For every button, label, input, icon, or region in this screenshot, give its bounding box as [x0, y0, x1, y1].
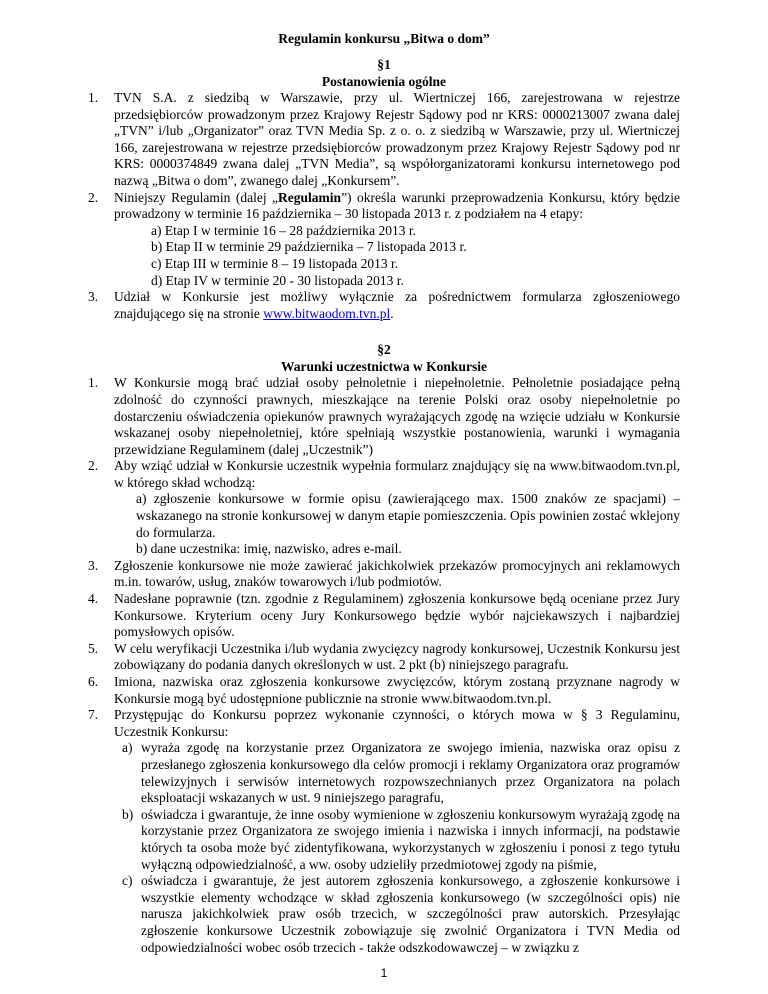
stage-item: [88, 273, 680, 290]
s2-paragraph-1: [88, 375, 680, 458]
s1-p3-text: Udział w Konkursie jest możliwy wyłącznie za pośrednictwem formularza zgłoszeniowego znajdującego się na stronie: [114, 289, 680, 321]
stage-label: b): [151, 239, 163, 255]
consent-label: c): [122, 873, 133, 889]
s1-paragraph-1: [88, 90, 680, 190]
stage-label: a): [151, 222, 162, 238]
s2-p5-number: 5.: [88, 640, 99, 656]
s2-p3-number: 3.: [88, 557, 99, 573]
consent-item: [88, 807, 680, 873]
s2-paragraph-2: [88, 458, 680, 491]
section-1-title: Postanowienia ogólne: [321, 73, 447, 89]
s2-p2a-text: a) zgłoszenie konkursowe w formie opisu (zawierającego max. 1500 znaków ze spacjami) – wskazanego na stronie konkursowej w danym etapie pomieszczenia. Opis powinien zostać wklejony do formularza.: [136, 491, 680, 540]
s2-p2-number: 2.: [88, 458, 99, 474]
consent-text: oświadcza i gwarantuje, że inne osoby wymienione w zgłoszeniu konkursowym wyrażają zgodę na korzystanie przez Organizatora ze swojego imienia i nazwiska i innych informacji, na podstawie których ta osoba może być zidentyfikowana, wykorzystanych w zgłoszeniu i ponosi z tego tytułu wyłączną odpowiedzialność, a ww. osoby udzieliły przedmiotowej zgody na piśmie,: [141, 806, 680, 872]
stage-text: Etap I w terminie 16 – 28 października 2013 r.: [164, 222, 417, 238]
consent-label: b): [122, 806, 134, 822]
stage-text: Etap III w terminie 8 – 19 listopada 2013 r.: [164, 255, 399, 271]
section-2-title: Warunki uczestnictwa w Konkursie: [281, 358, 487, 374]
s2-p6-number: 6.: [88, 674, 99, 689]
s2-paragraph-3: [88, 558, 680, 591]
s2-p2b-text: b) dane uczestnika: imię, nazwisko, adres e-mail.: [136, 541, 402, 557]
page-number: 1: [380, 966, 388, 980]
s2-p7-number: 7.: [88, 707, 99, 723]
s2-p3-text: Zgłoszenie konkursowe nie może zawierać jakichkolwiek przekazów promocyjnych ani reklamowych m.in. towarów, usług, znaków towarowych i/lub podmiotów.: [114, 557, 680, 590]
s2-p4-number: 4.: [88, 591, 99, 607]
document-title: Regulamin konkursu „Bitwa o dom”: [278, 31, 490, 46]
s2-p2-subitem-a: [88, 491, 680, 541]
s1-p2-text-a: Niniejszy Regulamin (dalej „: [114, 189, 279, 205]
stage-text: Etap II w terminie 29 października – 7 listopada 2013 r.: [165, 239, 467, 255]
s2-paragraph-5: [88, 641, 680, 674]
consent-item: [88, 873, 680, 956]
consent-label: a): [122, 740, 133, 756]
website-link[interactable]: www.bitwaodom.tvn.pl: [263, 305, 391, 321]
s2-p6-text: Imiona, nazwiska oraz zgłoszenia konkursowe zwycięzców, którym zostaną przyznane nagrody w Konkursie mogą być udostępnione publicznie na stronie www.bitwaodom.tvn.pl.: [114, 674, 680, 706]
s1-paragraph-2: [88, 190, 680, 223]
stage-label: c): [151, 255, 162, 271]
stage-label: d): [151, 272, 163, 288]
s1-p3-number: 3.: [88, 289, 99, 305]
s1-p2-text-b: ”) określa warunki przeprowadzenia Konkursu, który będzie prowadzony w terminie 16 października – 30 listopada 2013 r. z podziałem na 4 etapy:: [114, 189, 680, 222]
s2-p2-subitem-b: [88, 541, 680, 558]
s1-p2-number: 2.: [88, 189, 99, 205]
s2-paragraph-4: [88, 591, 680, 641]
stage-item: [88, 223, 680, 240]
stage-item: [88, 239, 680, 256]
consent-text: wyraża zgodę na korzystanie przez Organizatora ze swojego imienia, nazwiska oraz opisu z przesłanego zgłoszenia konkursowego dla celów promocji i reklamy Organizatora oraz programów telewizyjnych i serwisów internetowych rozpowszechnianych przez Organizatora na polach eksploatacji wskazanych w ust. 9 niniejszego paragrafu,: [141, 740, 680, 806]
consent-text: oświadcza i gwarantuje, że jest autorem zgłoszenia konkursowego, a zgłoszenie konkursowe i wszystkie elementy wchodzące w skład zgłoszenia konkursowego (w szczególności opis) nie narusza jakichkolwiek praw osób trzecich, w szczególności praw autorskich. Przesyłając zgłoszenie konkursowe Uczestnik zobowiązuje się zwolnić Organizatora i TVN Media od odpowiedzialności wobec osób trzecich - także odszkodowawczej – w związku z: [141, 873, 680, 955]
consent-item: [88, 740, 680, 806]
section-gap: [88, 322, 680, 339]
s2-p1-text: W Konkursie mogą brać udział osoby pełnoletnie i niepełnoletnie. Pełnoletnie posiadające pełną zdolność do czynności prawnych, mieszkające na terenie Polski oraz osoby niepełnoletnie po dostarczeniu oświadczenia opiekunów prawnych wyrażających zgodę na wzięcie udziału w Konkursie wskazanej osoby niepełnoletniej, które spełniają wszystkie postanowienia, warunki i wymagania przewidziane Regulaminem (dalej „Uczestnik”): [114, 375, 680, 457]
s2-p1-number: 1.: [88, 375, 99, 391]
stage-item: [88, 256, 680, 273]
s2-p4-text: Nadesłane poprawnie (tzn. zgodnie z Regulaminem) zgłoszenia konkursowe będą oceniane przez Jury Konkursowe. Kryterium oceny Jury Konkursowego będzie wybór najciekawszych i najbardziej pomysłowych opisów.: [114, 591, 680, 640]
s1-p2-bold: Regulamin: [278, 189, 342, 205]
s2-p2-text: Aby wziąć udział w Konkursie uczestnik wypełnia formularz znajdujący się na www.bitwaodom.tvn.pl, w którego skład wchodzą:: [114, 458, 680, 490]
section-2-number: §2: [377, 342, 391, 358]
section-1-number: §1: [377, 57, 391, 72]
s1-p1-number: 1.: [88, 90, 99, 105]
s2-paragraph-6: [88, 674, 680, 707]
s1-p3-end: .: [390, 305, 394, 321]
document-page: [88, 30, 680, 956]
s2-paragraph-7: [88, 707, 680, 740]
s2-p7-text: Przystępując do Konkursu poprzez wykonanie czynności, o których mowa w § 3 Regulaminu, Uczestnik Konkursu:: [114, 707, 680, 739]
stage-text: Etap IV w terminie 20 - 30 listopada 2013 r.: [165, 272, 404, 288]
s1-paragraph-3: [88, 289, 680, 322]
s1-p1-text: TVN S.A. z siedzibą w Warszawie, przy ul. Wiertniczej 166, zarejestrowana w rejestrze przedsiębiorców prowadzonym przez Krajowy Rejestr Sądowy pod nr KRS: 0000213007 zwana dalej „TVN” i/lub „Organizator” oraz TVN Media Sp. z o. o. z siedzibą w Warszawie, przy ul. Wiertniczej 166, zarejestrowana w rejestrze przedsiębiorców prowadzonym przez Krajowy Rejestr Sądowy pod nr KRS: 0000374849 zwana dalej „TVN Media”, są współorganizatorami konkursu internetowego pod nazwą „Bitwa o dom”, zwanego dalej „Konkursem”.: [114, 90, 680, 188]
s2-p5-text: W celu weryfikacji Uczestnika i/lub wydania zwycięzcy nagrody konkursowej, Uczestnik Konkursu jest zobowiązany do podania danych określonych w ust. 2 pkt (b) niniejszego paragrafu.: [114, 640, 680, 673]
